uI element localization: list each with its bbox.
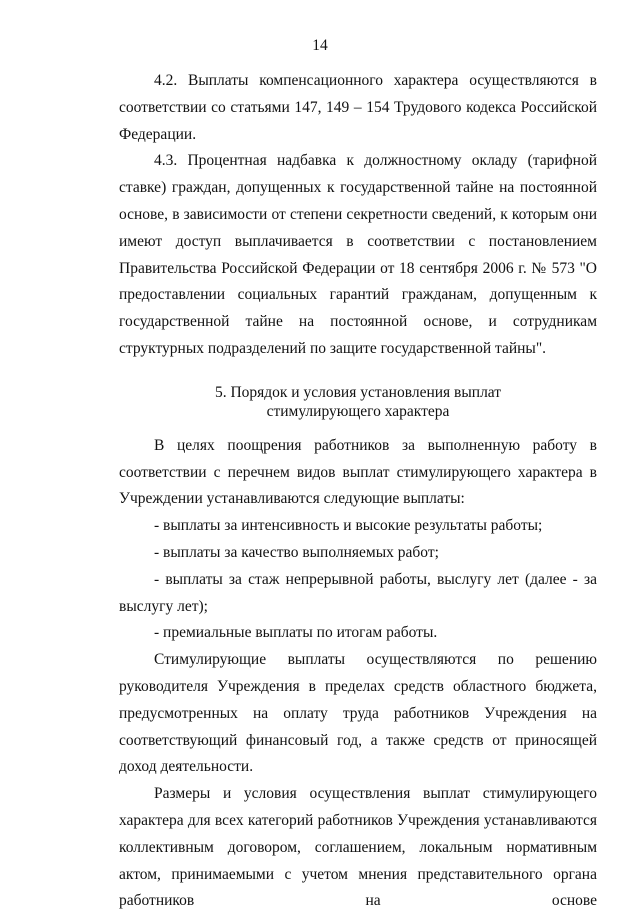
paragraph-sizes: Размеры и условия осуществления выплат стимулирующего характера для всех категорий работников Учреждения устанавливаются коллективным договором, соглашением, локальным нормативным актом, принимаемыми с учетом мнения представительного органа работников на основе <box>119 785 597 910</box>
section-5-heading <box>119 383 597 421</box>
page-number: 14 <box>312 37 328 54</box>
list-item: - выплаты за качество выполняемых работ; <box>154 543 439 561</box>
section-5-heading-line2: стимулирующего характера <box>266 402 450 420</box>
document-body <box>119 68 597 915</box>
section-5-heading-line1: 5. Порядок и условия установления выплат <box>214 383 502 401</box>
paragraph-funding: Стимулирующие выплаты осуществляются по решению руководителя Учреждения в пределах средств областного бюджета, предусмотренных на оплату труда работников Учреждения на соответствующий финансовый год, а также средств от приносящей доход деятельности. <box>119 651 597 776</box>
list-item: - премиальные выплаты по итогам работы. <box>154 624 438 642</box>
paragraph-4-2: 4.2. Выплаты компенсационного характера осуществляются в соответствии со статьями 147, 149 – 154 Трудового кодекса Российской Федерации. <box>119 72 597 143</box>
paragraph-4-3: 4.3. Процентная надбавка к должностному окладу (тарифной ставке) граждан, допущенных к государственной тайне на постоянной основе, в зависимости от степени секретности сведений, к которым они имеют доступ выплачивается в соответствии с постановлением Правительства Российской Федерации от 18 сентября 2006 г. № 573 "О предоставлении социальных гарантий гражданам, допущенным к государственной тайне на постоянной основе, и сотрудникам структурных подразделений по защите государственной тайны". <box>119 152 597 357</box>
list-item: - выплаты за интенсивность и высокие результаты работы; <box>154 517 543 535</box>
section-5-intro: В целях поощрения работников за выполненную работу в соответствии с перечнем видов выплат стимулирующего характера в Учреждении устанавливаются следующие выплаты: <box>119 436 597 508</box>
list-item: - выплаты за стаж непрерывной работы, выслугу лет (далее - за выслугу лет); <box>119 570 597 615</box>
